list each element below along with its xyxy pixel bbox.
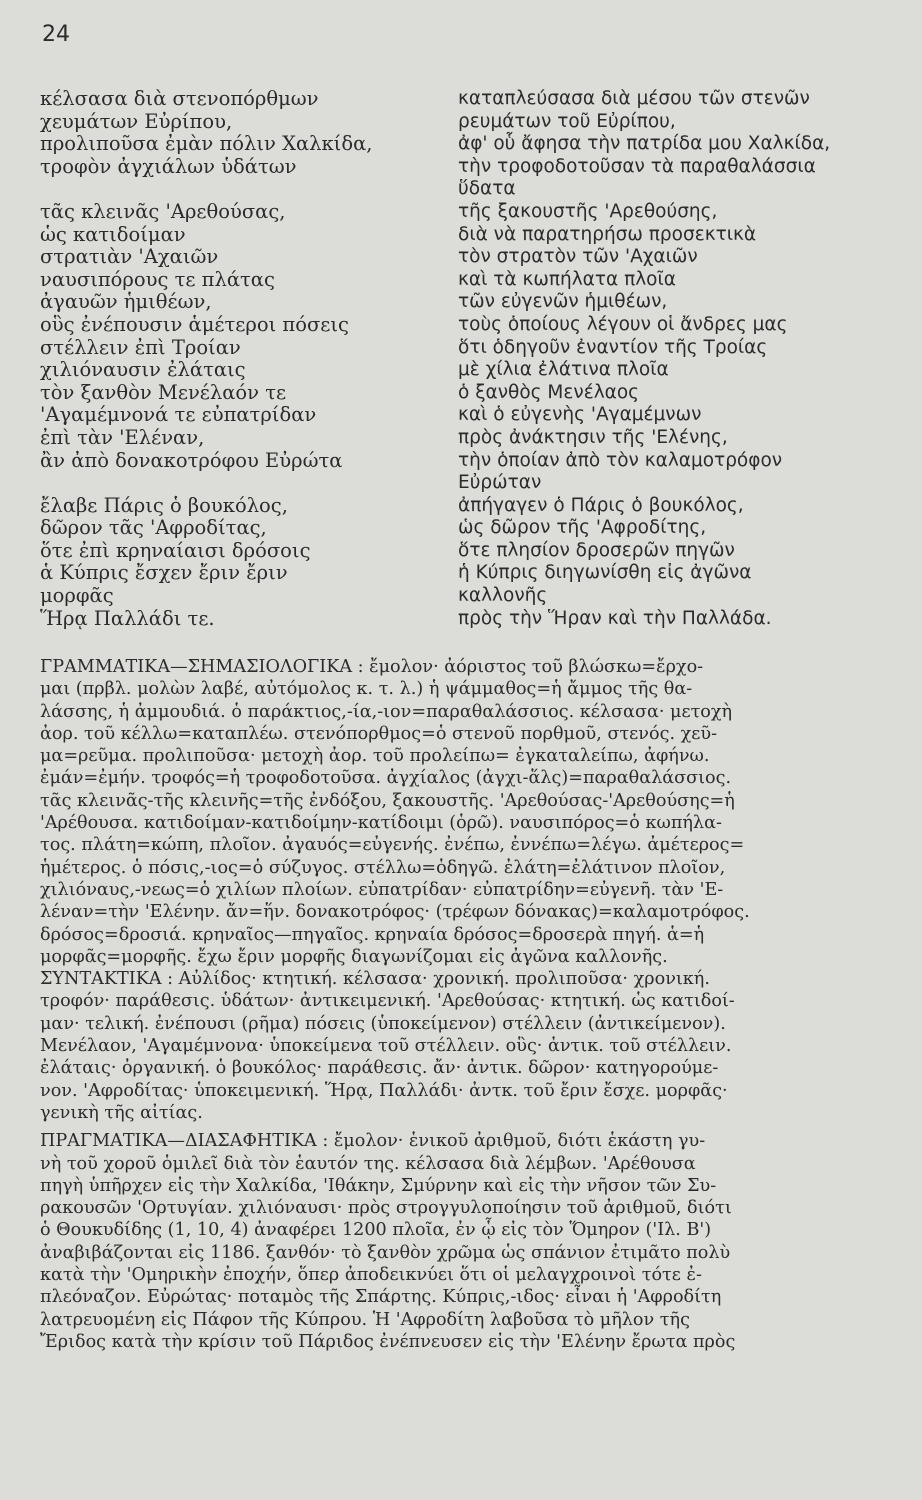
grammar-section	[40, 656, 880, 968]
note-line: ΓΡΑΜΜΑΤΙΚΑ—ΣΗΜΑΣΙΟΛΟΓΙΚΑ : ἔμολον· ἀόριστος τοῦ βλώσκω=ἔρχο-	[40, 657, 704, 677]
translation-line: ὁ ξανθὸς Μενέλαος	[458, 381, 640, 403]
text-line: δῶρον τᾶς 'Αφροδίτας,	[40, 516, 267, 540]
note-line: μαι (πρβλ. μολὼν λαβέ, αὐτόμολος κ. τ. λ.) ἡ ψάμμαθος=ἡ ἄμμος τῆς θα-	[40, 679, 693, 700]
text-line: στρατιὰν 'Αχαιῶν	[40, 245, 219, 269]
translation-line: τὸν στρατὸν τῶν 'Αχαιῶν	[458, 246, 698, 268]
note-line: ἐμάν=ἐμήν. τροφός=ἡ τροφοδοτοῦσα. ἀγχίαλος (ἀγχι-ἅλς)=παραθαλάσσιος.	[40, 768, 732, 789]
text-line: τὸν ξανθὸν Μενέλαόν τε	[40, 380, 287, 404]
text-line: οὓς ἐνέπουσιν ἁμέτεροι πόσεις	[40, 312, 349, 336]
text-line: Ἥρᾳ Παλλάδι τε.	[40, 606, 215, 630]
note-line: νὴ τοῦ χοροῦ ὁμιλεῖ διὰ τὸν ἑαυτόν της. κέλσασα διὰ λέμβων. 'Αρέθουσα	[40, 1153, 696, 1174]
text-line: προλιποῦσα ἐμὰν πόλιν Χαλκίδα,	[40, 132, 373, 156]
translation-line: ἀφ' οὗ ἄφησα τὴν πατρίδα μου Χαλκίδα,	[458, 133, 831, 155]
note-line: πλεόναζον. Εὐρώτας· ποταμὸς τῆς Σπάρτης. Κύπρις,-ιδος· εἶναι ἡ 'Αφροδίτη	[40, 1287, 722, 1308]
text-line: ἐπὶ τὰν 'Ελέναν,	[40, 425, 205, 449]
note-line: τροφόν· παράθεσις. ὑδάτων· ἀντικειμενική. 'Αρεθούσας· κτητική. ὡς κατιδοί-	[40, 991, 735, 1012]
facts-section	[40, 1130, 880, 1353]
text-line: χιλιόναυσιν ἐλάταις	[40, 358, 246, 382]
translation-line: ὡς δῶρον τῆς 'Αφροδίτης,	[458, 517, 707, 539]
note-line: ἡμέτερος. ὁ πόσις,-ιος=ὁ σύζυγος. στέλλω=ὁδηγῶ. ἐλάτη=ἐλάτινον πλοῖον,	[40, 857, 726, 878]
note-line: 'Αρέθουσα. κατιδοίμαν-κατιδοίμην-κατίδοιμι (ὁρῶ). ναυσιπόρος=ὁ κωπήλα-	[40, 813, 722, 834]
page-number: 24	[42, 22, 70, 47]
translation-line: πρὸς ἀνάκτησιν τῆς 'Ελένης,	[458, 426, 728, 448]
note-line: τος. πλάτη=κώπη, πλοῖον. ἀγαυός=εὐγενής. ἐνέπω, ἐννέπω=λέγω. ἀμέτερος=	[40, 835, 745, 856]
text-line: τᾶς κλεινᾶς 'Αρεθούσας,	[40, 199, 286, 223]
text-line: ὅτε ἐπὶ κρηναίαισι δρόσοις	[40, 538, 311, 562]
translation-line: τὴν ὁποίαν ἀπὸ τὸν καλαμοτρόφον	[458, 449, 783, 471]
translation-line: διὰ νὰ παρατηρήσω προσεκτικὰ	[458, 223, 757, 245]
translation-line: τῆς ξακουστῆς 'Αρεθούσης,	[458, 200, 718, 222]
note-line: πηγὴ ὑπῆρχεν εἰς τὴν Χαλκίδα, 'Ιθάκην, Σμύρνην καὶ εἰς τὴν νῆσον τῶν Συ-	[40, 1175, 717, 1196]
text-line: ἀγαυῶν ἡμιθέων,	[40, 290, 212, 314]
note-line: ΣΥΝΤΑΚΤΙΚΑ : Αὐλίδος· κτητική. κέλσασα· χρονική. προλιποῦσα· χρονική.	[40, 969, 710, 990]
translation-line: ὅτε πλησίον δροσερῶν πηγῶν	[458, 539, 735, 561]
note-line: λατρευομένη εἰς Πάφον τῆς Κύπρου. Ἡ 'Αφροδίτη λαβοῦσα τὸ μῆλον τῆς	[40, 1309, 690, 1330]
note-line: δρόσος=δροσιά. κρηναῖος—πηγαῖος. κρηναία δρόσος=δροσερὰ πηγή. ἁ=ἡ	[40, 924, 705, 945]
translation-line: ρευμάτων τοῦ Εὐρίπου,	[458, 110, 676, 132]
text-line: στέλλειν ἐπὶ Τροίαν	[40, 335, 241, 359]
translation-line: ἀπήγαγεν ὁ Πάρις ὁ βουκόλος,	[458, 494, 744, 516]
translation-line: καλλονῆς	[458, 585, 548, 607]
translation-line: μὲ χίλια ἐλάτινα πλοῖα	[458, 359, 669, 381]
translation-line: ἡ Κύπρις διηγωνίσθη εἰς ἀγῶνα	[458, 562, 752, 584]
note-line: ἀορ. τοῦ κέλλω=καταπλέω. στενόπορθμος=ὁ στενοῦ πορθμοῦ, στενός. χεῦ-	[40, 723, 718, 744]
note-line: χιλιόναυς,-νεως=ὁ χιλίων πλοίων. εὐπατρίδαν· εὐπατρίδην=εὐγενῆ. τὰν 'Ε-	[40, 879, 724, 900]
translation-line: καὶ ὁ εὐγενὴς 'Αγαμέμνων	[458, 404, 702, 426]
note-line: λάσσης, ἡ ἀμμουδιά. ὁ παράκτιος,-ία,-ιον=παραθαλάσσιος. κέλσασα· μετοχὴ	[40, 701, 733, 722]
original-text-column	[40, 88, 445, 630]
translation-line: καὶ τὰ κωπήλατα πλοῖα	[458, 268, 676, 290]
text-line: χευμάτων Εὐρίπου,	[40, 109, 233, 133]
text-line: τροφὸν ἀγχιάλων ὑδάτων	[40, 154, 297, 178]
note-line: μαν· τελική. ἐνέπουσι (ρῆμα) πόσεις (ὑποκείμενον) στέλλειν (ἀντικείμενον).	[40, 1013, 726, 1034]
stanza-gap	[40, 472, 445, 495]
note-line: Ἔριδος κατὰ τὴν κρίσιν τοῦ Πάριδος ἐνέπνευσεν εἰς τὴν 'Ελένην ἔρωτα πρὸς	[40, 1331, 736, 1352]
note-line: λέναν=τὴν 'Ελένην. ἄν=ἥν. δονακοτρόφος· (τρέφων δόνακας)=καλαμοτρόφος.	[40, 902, 750, 923]
note-line: μα=ρεῦμα. προλιποῦσα· μετοχὴ ἀορ. τοῦ προλείπω= ἐγκαταλείπω, ἀφήνω.	[40, 746, 710, 767]
note-line: ἐλάταις· ὀργανική. ὁ βουκόλος· παράθεσις. ἄν· ἀντικ. δῶρον· κατηγορούμε-	[40, 1058, 719, 1079]
note-line: κατὰ τὴν 'Ομηρικὴν ἐποχήν, ὅπερ ἀποδεικνύει ὅτι οἱ μελαγχροινοὶ τότε ἐ-	[40, 1265, 702, 1286]
text-line: ἔλαβε Πάρις ὁ βουκόλος,	[40, 493, 288, 517]
note-line: μορφᾶς=μορφῆς. ἔχω ἔριν μορφῆς διαγωνίζομαι εἰς ἀγῶνα καλλονῆς.	[40, 946, 668, 967]
note-line: Μενέλαον, 'Αγαμέμνονα· ὑποκείμενα τοῦ στέλλειν. οὓς· ἀντικ. τοῦ στέλλειν.	[40, 1036, 732, 1057]
translation-line: ὅτι ὁδηγοῦν ἐναντίον τῆς Τροίας	[458, 336, 768, 358]
note-line: νον. 'Αφροδίτας· ὑποκειμενική. Ἥρᾳ, Παλλάδι· ἀντκ. τοῦ ἔριν ἔσχε. μορφᾶς·	[40, 1080, 728, 1101]
note-line: τᾶς κλεινᾶς-τῆς κλεινῆς=τῆς ἐνδόξου, ξακουστῆς. 'Αρεθούσας-'Αρεθούσης=ἡ	[40, 790, 735, 811]
stanza-gap	[40, 178, 445, 201]
text-line: κέλσασα διὰ στενοπόρθμων	[40, 87, 319, 110]
translation-line: καταπλεύσασα διὰ μέσου τῶν στενῶν	[458, 88, 810, 109]
translation-line: Εὐρώταν	[458, 472, 542, 494]
note-line: ρακουσῶν 'Ορτυγίαν. χιλιόναυσι· πρὸς στρογγυλοποίησιν τοῦ ἀριθμοῦ, διότι	[40, 1198, 732, 1219]
text-line: μορφᾶς	[40, 584, 114, 608]
note-line: ὁ Θουκυδίδης (1, 10, 4) ἀναφέρει 1200 πλοῖα, ἐν ᾧ εἰς τὸν Ὅμηρον ('Ιλ. Β')	[40, 1220, 712, 1241]
translation-line: ὕδατα	[458, 178, 516, 200]
commentary-notes	[40, 656, 880, 1353]
note-line: γενικὴ τῆς αἰτίας.	[40, 1102, 203, 1123]
note-line: ἀναβιβάζονται εἰς 1186. ξανθόν· τὸ ξανθὸν χρῶμα ὡς σπάνιον ἐτιμᾶτο πολὺ	[40, 1242, 731, 1263]
translation-line: πρὸς τὴν Ἥραν καὶ τὴν Παλλάδα.	[458, 607, 772, 629]
text-line: ναυσιπόρους τε πλάτας	[40, 267, 275, 291]
note-line: ΠΡΑΓΜΑΤΙΚΑ—ΔΙΑΣΑΦΗΤΙΚΑ : ἔμολον· ἑνικοῦ ἀριθμοῦ, διότι ἑκάστη γυ-	[40, 1131, 706, 1152]
text-line: 'Αγαμέμνονά τε εὐπατρίδαν	[40, 403, 317, 427]
translation-line: τῶν εὐγενῶν ἡμιθέων,	[458, 291, 668, 313]
text-line: ὡς κατιδοίμαν	[40, 222, 186, 246]
text-line: ἂν ἀπὸ δονακοτρόφου Εὐρώτα	[40, 448, 343, 472]
translation-line: τοὺς ὁποίους λέγουν οἱ ἄνδρες μας	[458, 313, 788, 335]
syntax-section	[40, 968, 880, 1124]
text-line: ἁ Κύπρις ἔσχεν ἔριν ἔριν	[40, 561, 288, 585]
translation-column	[458, 88, 888, 630]
translation-line: τὴν τροφοδοτοῦσαν τὰ παραθαλάσσια	[458, 155, 816, 177]
